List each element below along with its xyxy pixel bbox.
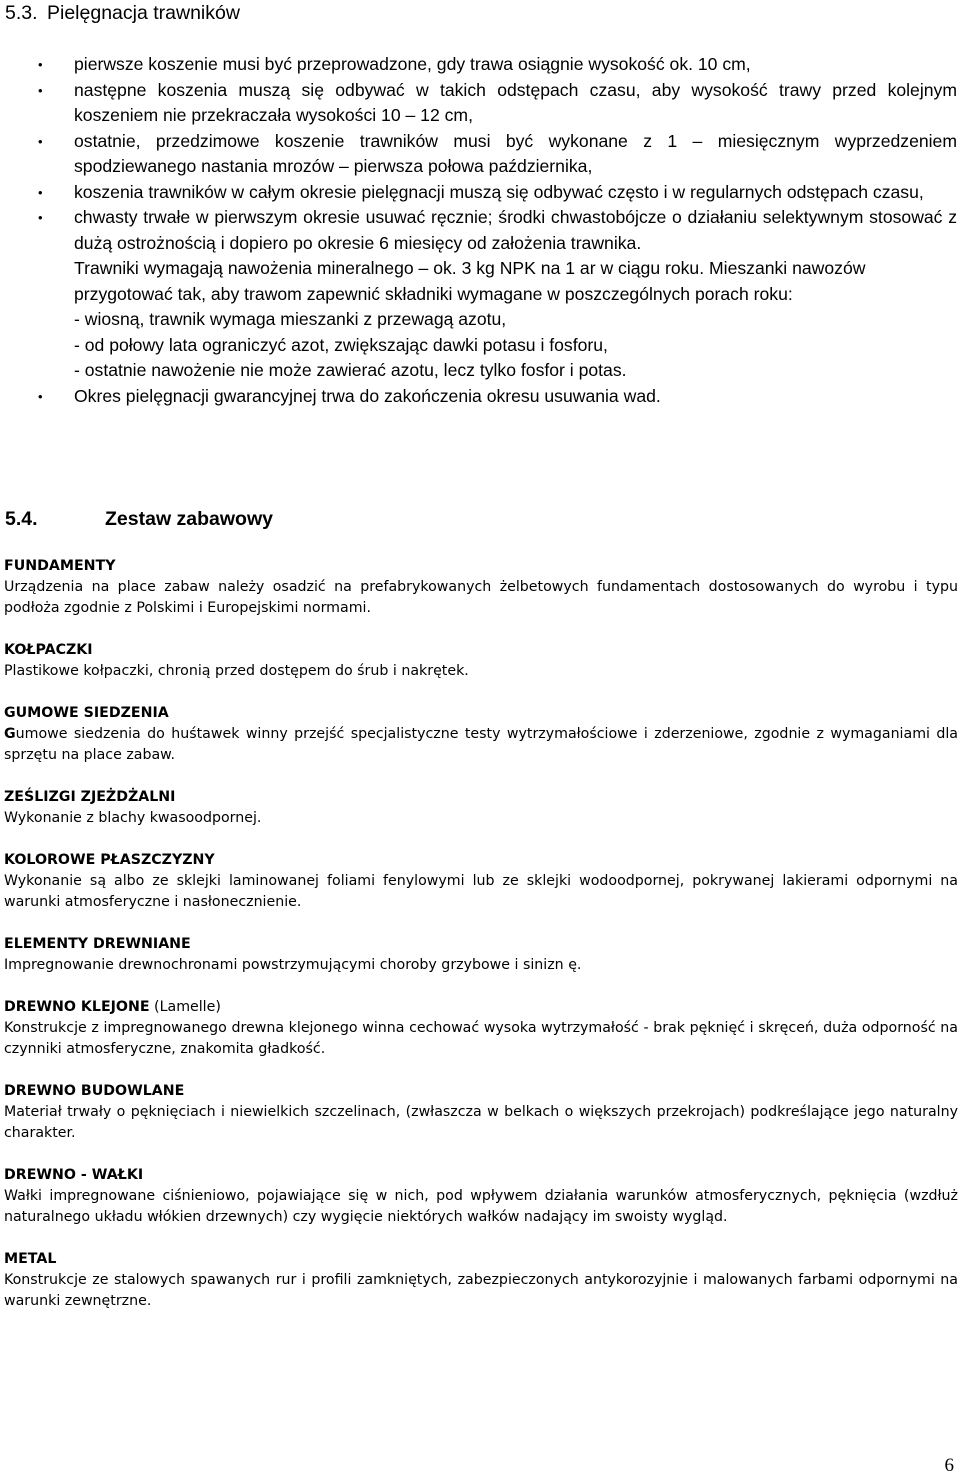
spec-block-fundamenty [4, 556, 958, 619]
section-number: 5.3. [5, 2, 38, 24]
spec-heading-wrapper [4, 997, 958, 1018]
section-heading-5-3 [5, 2, 240, 25]
section-title: Pielęgnacja trawników [47, 2, 240, 24]
fertilizing-line-1: Trawniki wymagają nawożenia mineralnego – ok. 3 kg NPK na 1 ar w ciągu roku. [74, 258, 705, 278]
equipment-specifications [4, 556, 958, 1333]
spec-block-elementy-drewniane [4, 934, 958, 976]
spec-block-drewno-walki [4, 1165, 958, 1228]
spec-text: Plastikowe kołpaczki, chronią przed dostępem do śrub i nakrętek. [4, 663, 469, 679]
spec-heading: KOLOROWE PŁASZCZYZNY [4, 852, 215, 868]
bullet-icon: • [38, 210, 43, 225]
bullet-icon: • [38, 133, 43, 149]
spec-block-drewno-budowlane [4, 1081, 958, 1144]
spec-text: Konstrukcje z impregnowanego drewna klejonego winna cechować wysoka wytrzymałość - brak pęknięć i skręceń, duża odporność na czynniki atmosferyczne, znakomita gładkość. [4, 1020, 958, 1057]
list-item-text: pierwsze koszenie musi być przeprowadzone, gdy trawa osiągnie wysokość ok. 10 cm, [74, 54, 751, 74]
fertilizing-line-2: Mieszanki nawozów przygotować tak, aby trawom zapewnić składniki wymagane w poszczególnych porach roku: [74, 258, 866, 304]
spec-heading: DREWNO - WAŁKI [4, 1167, 144, 1183]
spec-heading: ZEŚLIZGI ZJEŻDŻALNI [4, 789, 176, 805]
fertilizing-dash-item: - od połowy lata ograniczyć azot, zwiększając dawki potasu i fosforu, [74, 334, 608, 355]
list-item-text: następne koszenia muszą się odbywać w takich odstępach czasu, aby wysokość trawy przed kolejnym koszeniem nie przekraczała wysokości 10 – 12 cm, [74, 79, 957, 125]
bullet-icon: • [38, 82, 43, 98]
spec-text: umowe siedzenia do huśtawek winny przejść specjalistyczne testy wytrzymałościowe i zderzeniowe, zgodnie z wymaganiami dla sprzętu na place zabaw. [4, 726, 958, 763]
spec-heading: DREWNO BUDOWLANE [4, 1083, 185, 1099]
spec-text: Materiał trwały o pęknięciach i niewielkich szczelinach, (zwłaszcza w belkach o większych przekrojach) podkreślające jego naturalny charakter. [4, 1104, 958, 1141]
spec-text-lead: G [4, 726, 16, 742]
list-item [0, 205, 960, 384]
spec-block-zeslizgi [4, 787, 958, 829]
spec-block-metal [4, 1249, 958, 1312]
spec-text: Wykonanie z blachy kwasoodpornej. [4, 810, 262, 826]
list-item [0, 52, 960, 78]
spec-text: Wałki impregnowane ciśnieniowo, pojawiające się w nich, pod wpływem działania warunków atmosferycznych, pęknięcia (wzdłuż naturalnego układu włókien drzewnych) czy wygięcie niektórych wałków nadający im swoisty wygląd. [4, 1188, 958, 1225]
spec-block-gumowe-siedzenia [4, 703, 958, 766]
spec-heading: METAL [4, 1251, 57, 1267]
spec-text: Urządzenia na place zabaw należy osadzić na prefabrykowanych żelbetowych fundamentach dostosowanych do wyrobu i typu podłoża zgodnie z Polskimi i Europejskimi normami. [4, 579, 958, 616]
list-item-text: chwasty trwałe w pierwszym okresie usuwać ręcznie; środki chwastobójcze o działaniu selektywnym stosować z dużą ostrożnością i dopiero po okresie 6 miesięcy od założenia trawnika. [74, 207, 957, 253]
fertilizing-text [74, 256, 957, 307]
spec-text: Wykonanie są albo ze sklejki laminowanej foliami fenylowymi lub ze sklejki wodoodpornej, pokrywanej lakierami odpornymi na warunki atmosferyczne i nasłonecznienie. [4, 873, 958, 910]
spec-heading: FUNDAMENTY [4, 558, 116, 574]
section-heading-5-4 [5, 508, 273, 531]
spec-text: Impregnowanie drewnochronami powstrzymującymi choroby grzybowe i sinizn ę. [4, 957, 582, 973]
bullet-icon: • [38, 184, 43, 200]
spec-block-kolorowe-plaszczyzny [4, 850, 958, 913]
spec-block-drewno-klejone [4, 997, 958, 1060]
list-item-text: ostatnie, przedzimowe koszenie trawników musi być wykonane z 1 – miesięcznym wyprzedzeniem spodziewanego nastania mrozów – pierwsza połowa października, [74, 130, 957, 176]
spec-heading: ELEMENTY DREWNIANE [4, 936, 191, 952]
lawn-care-list [0, 52, 960, 409]
spec-text-wrapper [4, 724, 958, 766]
list-item-text: koszenia trawników w całym okresie pielęgnacji muszą się odbywać często i w regularnych odstępach czasu, [74, 181, 924, 202]
fertilizing-dash-item: - ostatnie nawożenie nie może zawierać azotu, lecz tylko fosfor i potas. [74, 360, 627, 380]
section-number: 5.4. [5, 508, 38, 530]
section-title: Zestaw zabawowy [105, 508, 273, 530]
spec-heading-extra: (Lamelle) [149, 999, 221, 1015]
list-item-text: Okres pielęgnacji gwarancyjnej trwa do zakończenia okresu usuwania wad. [74, 385, 661, 406]
spec-heading: KOŁPACZKI [4, 642, 93, 658]
spec-text: Konstrukcje ze stalowych spawanych rur i profili zamkniętych, zabezpieczonych antykorozyjnie i malowanych farbami odpornymi na warunki zewnętrzne. [4, 1272, 958, 1309]
list-item [0, 384, 960, 410]
bullet-icon: • [38, 388, 43, 404]
list-item [0, 180, 960, 206]
bullet-icon: • [38, 57, 43, 72]
spec-heading: GUMOWE SIEDZENIA [4, 705, 169, 721]
fertilizing-dash-item: - wiosną, trawnik wymaga mieszanki z przewagą azotu, [74, 309, 507, 329]
page-number: 6 [944, 1455, 954, 1476]
spec-heading: DREWNO KLEJONE [4, 999, 150, 1015]
list-item [0, 129, 960, 180]
spec-block-kolpaczki [4, 640, 958, 682]
list-item [0, 78, 960, 129]
